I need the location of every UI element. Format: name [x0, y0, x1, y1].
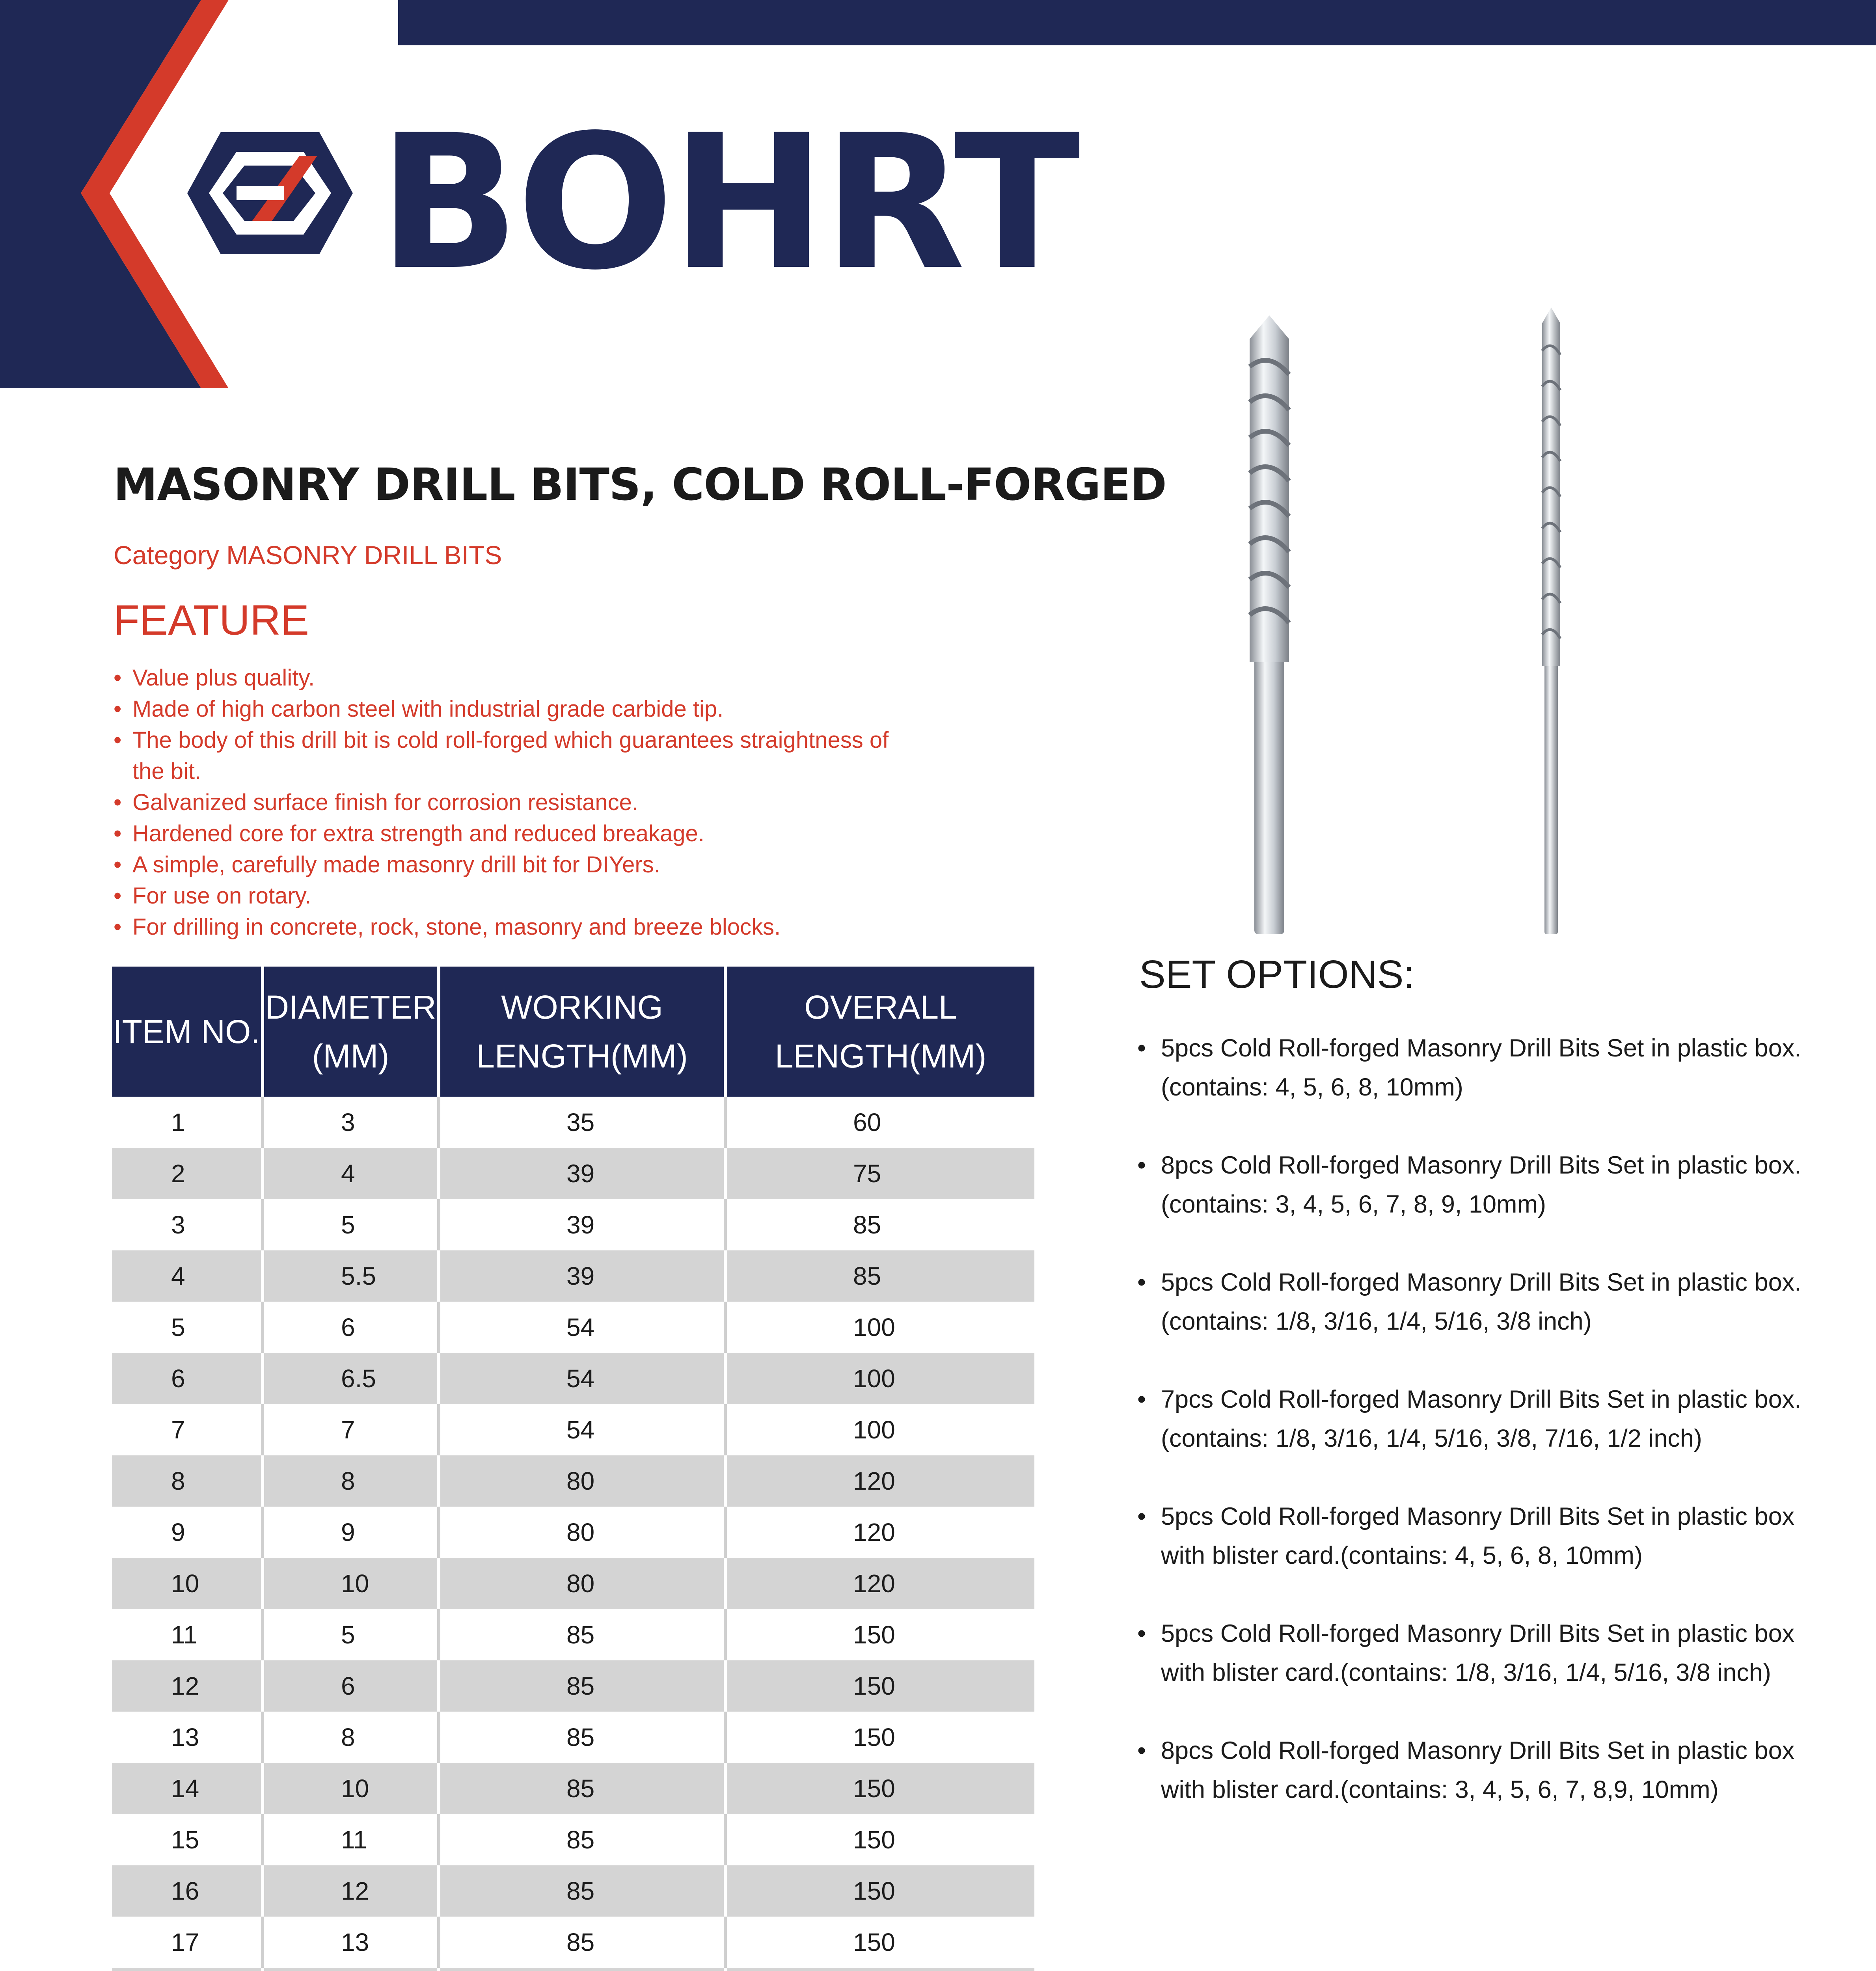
cell-working-length: 85 — [439, 1763, 725, 1814]
cell-overall-length: 120 — [725, 1455, 1034, 1507]
header-diameter: DIAMETER (MM) — [263, 967, 439, 1097]
cell-diameter: 11 — [263, 1814, 439, 1865]
cell-item-no: 15 — [112, 1814, 263, 1865]
table-row — [112, 1865, 1034, 1917]
cell-diameter: 7 — [263, 1404, 439, 1455]
cell-diameter: 8 — [263, 1712, 439, 1763]
cell-overall-length: 150 — [725, 1609, 1034, 1660]
drill-bit-large-image — [1234, 315, 1305, 942]
table-row — [112, 1712, 1034, 1763]
cell-diameter: 6.5 — [263, 1353, 439, 1404]
logo-emblem-icon — [187, 132, 353, 254]
cell-item-no: 7 — [112, 1404, 263, 1455]
table-row — [112, 1609, 1034, 1660]
cell-working-length: 85 — [439, 1660, 725, 1712]
cell-item-no: 14 — [112, 1763, 263, 1814]
cell-diameter: 13 — [263, 1917, 439, 1968]
feature-item: • Galvanized surface finish for corrosion resistance. — [114, 787, 910, 818]
table-row — [112, 1660, 1034, 1712]
spec-table — [112, 967, 1034, 1971]
cell-working-length: 54 — [439, 1353, 725, 1404]
cell-diameter: 8 — [263, 1455, 439, 1507]
set-option-item: • 5pcs Cold Roll-forged Masonry Drill Bits Set in plastic box with blister card.(contains: 1/8, 3/16, 1/4, 5/16, 3/8 inch) — [1137, 1614, 1815, 1692]
cell-overall-length: 100 — [725, 1404, 1034, 1455]
cell-item-no: 12 — [112, 1660, 263, 1712]
cell-overall-length: 150 — [725, 1917, 1034, 1968]
cell-diameter: 10 — [263, 1558, 439, 1609]
set-option-item: • 5pcs Cold Roll-forged Masonry Drill Bits Set in plastic box.(contains: 4, 5, 6, 8, 10mm) — [1137, 1029, 1815, 1107]
set-options-list — [1137, 1029, 1815, 1848]
set-options-heading: SET OPTIONS: — [1139, 952, 1415, 997]
cell-diameter: 6 — [263, 1660, 439, 1712]
cell-diameter: 12 — [263, 1865, 439, 1917]
cell-overall-length: 100 — [725, 1302, 1034, 1353]
table-row — [112, 1353, 1034, 1404]
table-row — [112, 1148, 1034, 1199]
cell-item-no — [112, 1968, 263, 1971]
drill-bit-small-image — [1533, 307, 1569, 938]
table-header-row — [112, 967, 1034, 1097]
cell-item-no: 8 — [112, 1455, 263, 1507]
cell-item-no: 6 — [112, 1353, 263, 1404]
cell-item-no: 9 — [112, 1507, 263, 1558]
table-row — [112, 1917, 1034, 1968]
cell-diameter: 5 — [263, 1609, 439, 1660]
set-option-item: • 5pcs Cold Roll-forged Masonry Drill Bits Set in plastic box with blister card.(contains: 4, 5, 6, 8, 10mm) — [1137, 1497, 1815, 1575]
cell-working-length: 85 — [439, 1712, 725, 1763]
cell-working-length: 85 — [439, 1609, 725, 1660]
cell-diameter: 9 — [263, 1507, 439, 1558]
cell-working-length: 54 — [439, 1404, 725, 1455]
cell-diameter: 6 — [263, 1302, 439, 1353]
table-row — [112, 1302, 1034, 1353]
cell-overall-length: 150 — [725, 1865, 1034, 1917]
cell-overall-length: 150 — [725, 1660, 1034, 1712]
table-row — [112, 1507, 1034, 1558]
cell-working-length: 85 — [439, 1865, 725, 1917]
cell-working-length: 85 — [439, 1814, 725, 1865]
table-row — [112, 1404, 1034, 1455]
cell-item-no: 13 — [112, 1712, 263, 1763]
cell-working-length: 35 — [439, 1097, 725, 1148]
set-option-item: • 8pcs Cold Roll-forged Masonry Drill Bits Set in plastic box with blister card.(contains: 3, 4, 5, 6, 7, 8,9, 10mm) — [1137, 1731, 1815, 1809]
table-row — [112, 1097, 1034, 1148]
cell-item-no: 4 — [112, 1250, 263, 1302]
cell-item-no: 3 — [112, 1199, 263, 1250]
cell-working-length — [439, 1968, 725, 1971]
cell-overall-length: 150 — [725, 1814, 1034, 1865]
cell-overall-length: 60 — [725, 1097, 1034, 1148]
feature-list — [114, 662, 910, 943]
cell-diameter: 5.5 — [263, 1250, 439, 1302]
cell-diameter: 10 — [263, 1763, 439, 1814]
cell-overall-length: 120 — [725, 1507, 1034, 1558]
cell-item-no: 1 — [112, 1097, 263, 1148]
feature-item: • For drilling in concrete, rock, stone, masonry and breeze blocks. — [114, 911, 910, 943]
set-option-item: • 5pcs Cold Roll-forged Masonry Drill Bits Set in plastic box.(contains: 1/8, 3/16, 1/4, 5/16, 3/8 inch) — [1137, 1263, 1815, 1341]
cell-item-no: 17 — [112, 1917, 263, 1968]
cell-working-length: 54 — [439, 1302, 725, 1353]
table-row — [112, 1968, 1034, 1971]
page-title: MASONRY DRILL BITS, COLD ROLL-FORGED — [114, 459, 1166, 510]
brand-logo: BOHRT — [378, 95, 1077, 311]
set-option-item: • 7pcs Cold Roll-forged Masonry Drill Bits Set in plastic box.(contains: 1/8, 3/16, 1/4, 5/16, 3/8, 7/16, 1/2 inch) — [1137, 1380, 1815, 1458]
cell-overall-length: 120 — [725, 1558, 1034, 1609]
cell-overall-length: 85 — [725, 1250, 1034, 1302]
category-label: Category MASONRY DRILL BITS — [114, 540, 502, 570]
cell-working-length: 39 — [439, 1250, 725, 1302]
feature-item: • The body of this drill bit is cold roll-forged which guarantees straightness of the bit. — [114, 725, 910, 787]
table-row — [112, 1455, 1034, 1507]
cell-item-no: 10 — [112, 1558, 263, 1609]
cell-overall-length: 85 — [725, 1199, 1034, 1250]
header-working-length: WORKING LENGTH(MM) — [439, 967, 725, 1097]
cell-overall-length — [725, 1968, 1034, 1971]
header-overall-length: OVERALL LENGTH(MM) — [725, 967, 1034, 1097]
cell-diameter: 5 — [263, 1199, 439, 1250]
feature-item: • Made of high carbon steel with industrial grade carbide tip. — [114, 693, 910, 725]
cell-diameter: 3 — [263, 1097, 439, 1148]
feature-item: • A simple, carefully made masonry drill bit for DIYers. — [114, 849, 910, 880]
cell-working-length: 80 — [439, 1558, 725, 1609]
cell-item-no: 5 — [112, 1302, 263, 1353]
cell-diameter: 4 — [263, 1148, 439, 1199]
feature-item: • Hardened core for extra strength and reduced breakage. — [114, 818, 910, 849]
feature-heading: FEATURE — [114, 596, 309, 644]
cell-working-length: 39 — [439, 1199, 725, 1250]
header-navy-bar — [398, 0, 1876, 45]
table-row — [112, 1763, 1034, 1814]
set-option-item: • 8pcs Cold Roll-forged Masonry Drill Bits Set in plastic box.(contains: 3, 4, 5, 6, 7, 8, 9, 10mm) — [1137, 1146, 1815, 1224]
cell-working-length: 80 — [439, 1455, 725, 1507]
cell-working-length: 39 — [439, 1148, 725, 1199]
cell-diameter — [263, 1968, 439, 1971]
cell-item-no: 2 — [112, 1148, 263, 1199]
cell-working-length: 85 — [439, 1917, 725, 1968]
cell-overall-length: 100 — [725, 1353, 1034, 1404]
table-row — [112, 1814, 1034, 1865]
header-item-no: ITEM NO. — [112, 967, 263, 1097]
table-row — [112, 1250, 1034, 1302]
feature-item: • Value plus quality. — [114, 662, 910, 693]
cell-working-length: 80 — [439, 1507, 725, 1558]
table-row — [112, 1199, 1034, 1250]
feature-item: • For use on rotary. — [114, 880, 910, 911]
cell-overall-length: 150 — [725, 1763, 1034, 1814]
cell-item-no: 16 — [112, 1865, 263, 1917]
table-row — [112, 1558, 1034, 1609]
cell-item-no: 11 — [112, 1609, 263, 1660]
cell-overall-length: 150 — [725, 1712, 1034, 1763]
cell-overall-length: 75 — [725, 1148, 1034, 1199]
